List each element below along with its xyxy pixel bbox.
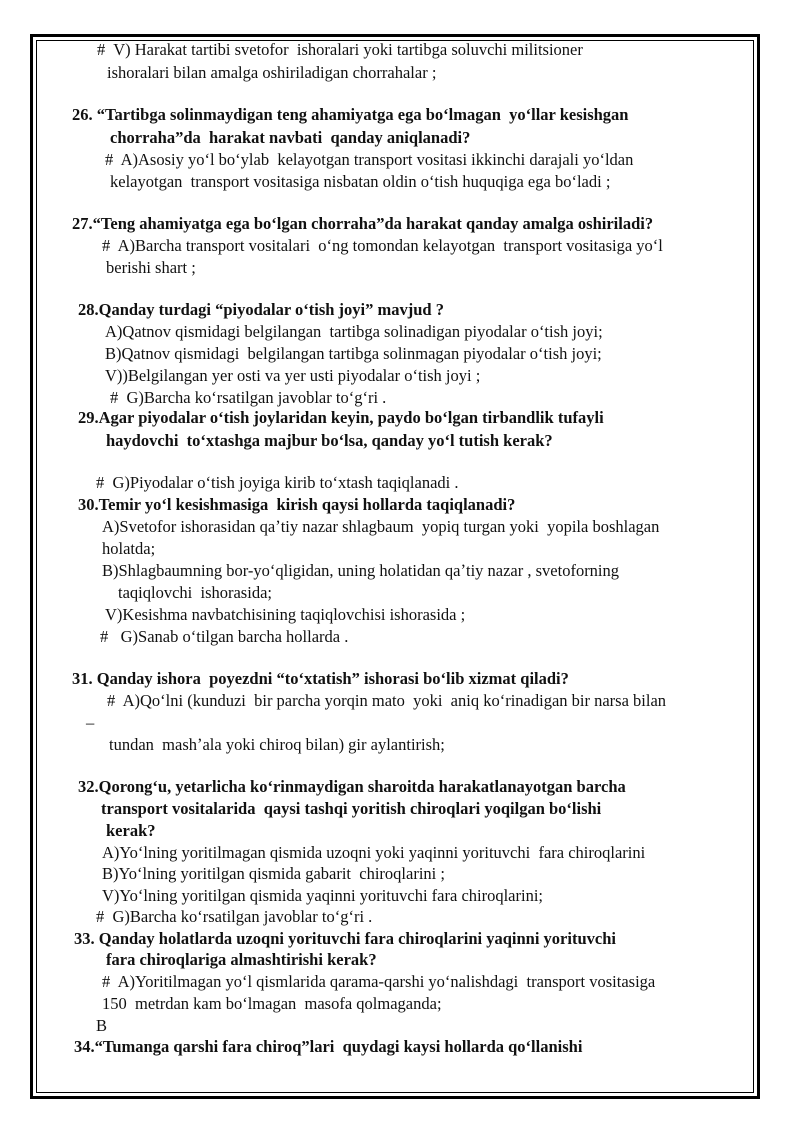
answer-line: A)Qatnov qismidagi belgilangan tartibga solinadigan piyodalar oʻtish joyi; (105, 322, 603, 341)
answer-line: tundan mashʼala yoki chiroq bilan) gir aylantirish; (109, 735, 445, 754)
answer-line: # G)Sanab oʻtilgan barcha hollarda . (100, 627, 349, 646)
answer-line: berishi shart ; (106, 258, 196, 277)
answer-line: V)Yoʻlning yoritilgan qismida yaqinni yorituvchi fara chiroqlarini; (102, 886, 543, 905)
question-27: 27.“Teng ahamiyatga ega boʻlgan chorraha”da harakat qanday amalga oshiriladi? (72, 214, 654, 233)
answer-line: # G)Barcha koʻrsatilgan javoblar toʻgʻri . (110, 388, 387, 407)
question-30: 30.Temir yoʻl kesishmasiga kirish qaysi hollarda taqiqlanadi? (78, 495, 516, 514)
answer-line: # A)Barcha transport vositalari oʻng tomondan kelayotgan transport vositasiga yoʻl (102, 236, 663, 255)
question-line: transport vositalarida qaysi tashqi yoritish chiroqlari yoqilgan boʻlishi (101, 799, 602, 818)
answer-line: kelayotgan transport vositasiga nisbatan oldin oʻtish huquqiga ega boʻladi ; (110, 172, 611, 191)
answer-line: # G)Piyodalar oʻtish joyiga kirib toʻxtash taqiqlanadi . (96, 473, 459, 492)
answer-line: # A)Asosiy yoʻl boʻylab kelayotgan transport vositasi ikkinchi darajali yoʻldan (105, 150, 634, 169)
answer-line: V))Belgilangan yer osti va yer usti piyodalar oʻtish joyi ; (105, 366, 481, 385)
question-31: 31. Qanday ishora poyezdni “toʻxtatish” ishorasi boʻlib xizmat qiladi? (72, 669, 569, 688)
answer-line: # A)Qoʻlni (kunduzi bir parcha yorqin mato yoki aniq koʻrinadigan bir narsa bilan (107, 691, 667, 710)
question-line: haydovchi toʻxtashga majbur boʻlsa, qanday yoʻl tutish kerak? (106, 431, 553, 450)
dash-line: – (86, 713, 95, 732)
answer-line: B (96, 1016, 108, 1035)
question-29: 29.Agar piyodalar oʻtish joylaridan keyin, paydo boʻlgan tirbandlik tufayli (78, 408, 604, 427)
question-28: 28.Qanday turdagi “piyodalar oʻtish joyi” mavjud ? (78, 300, 444, 319)
answer-line: B)Yoʻlning yoritilgan qismida gabarit chiroqlarini ; (102, 864, 445, 883)
answer-line: # V) Harakat tartibi svetofor ishoralari yoki tartibga soluvchi militsioner (97, 40, 583, 59)
answer-line: # A)Yoritilmagan yoʻl qismlarida qarama-qarshi yoʻnalishdagi transport vositasiga (102, 972, 656, 991)
question-line: kerak? (106, 821, 156, 840)
answer-line: B)Shlagbaumning bor-yoʻqligidan, uning holatidan qaʼtiy nazar , svetoforning (102, 561, 620, 580)
question-32: 32.Qorongʻu, yetarlicha koʻrinmaydigan sharoitda harakatlanayotgan barcha (78, 777, 626, 796)
answer-line: ishoralari bilan amalga oshiriladigan chorrahalar ; (107, 63, 437, 82)
question-33: 33. Qanday holatlarda uzoqni yorituvchi fara chiroqlarini yaqinni yorituvchi (74, 929, 616, 948)
answer-line: holatda; (102, 539, 156, 558)
answer-line: B)Qatnov qismidagi belgilangan tartibga solinmagan piyodalar oʻtish joyi; (105, 344, 602, 363)
question-34: 34.“Tumanga qarshi fara chiroq”lari quydagi kaysi hollarda qoʻllanishi (74, 1037, 583, 1056)
question-line: chorraha”da harakat navbati qanday aniqlanadi? (110, 128, 471, 147)
answer-line: A)Svetofor ishorasidan qaʼtiy nazar shlagbaum yopiq turgan yoki yopila boshlagan (102, 517, 660, 536)
answer-line: 150 metrdan kam boʻlmagan masofa qolmaganda; (102, 994, 442, 1013)
question-line: fara chiroqlariga almashtirishi kerak? (106, 950, 377, 969)
answer-line: taqiqlovchi ishorasida; (118, 583, 272, 602)
answer-line: # G)Barcha koʻrsatilgan javoblar toʻgʻri . (96, 907, 373, 926)
answer-line: A)Yoʻlning yoritilmagan qismida uzoqni yoki yaqinni yorituvchi fara chiroqlarini (102, 843, 646, 862)
question-26: 26. “Tartibga solinmaydigan teng ahamiyatga ega boʻlmagan yoʻllar kesishgan (72, 105, 629, 124)
answer-line: V)Kesishma navbatchisining taqiqlovchisi ishorasida ; (105, 605, 466, 624)
